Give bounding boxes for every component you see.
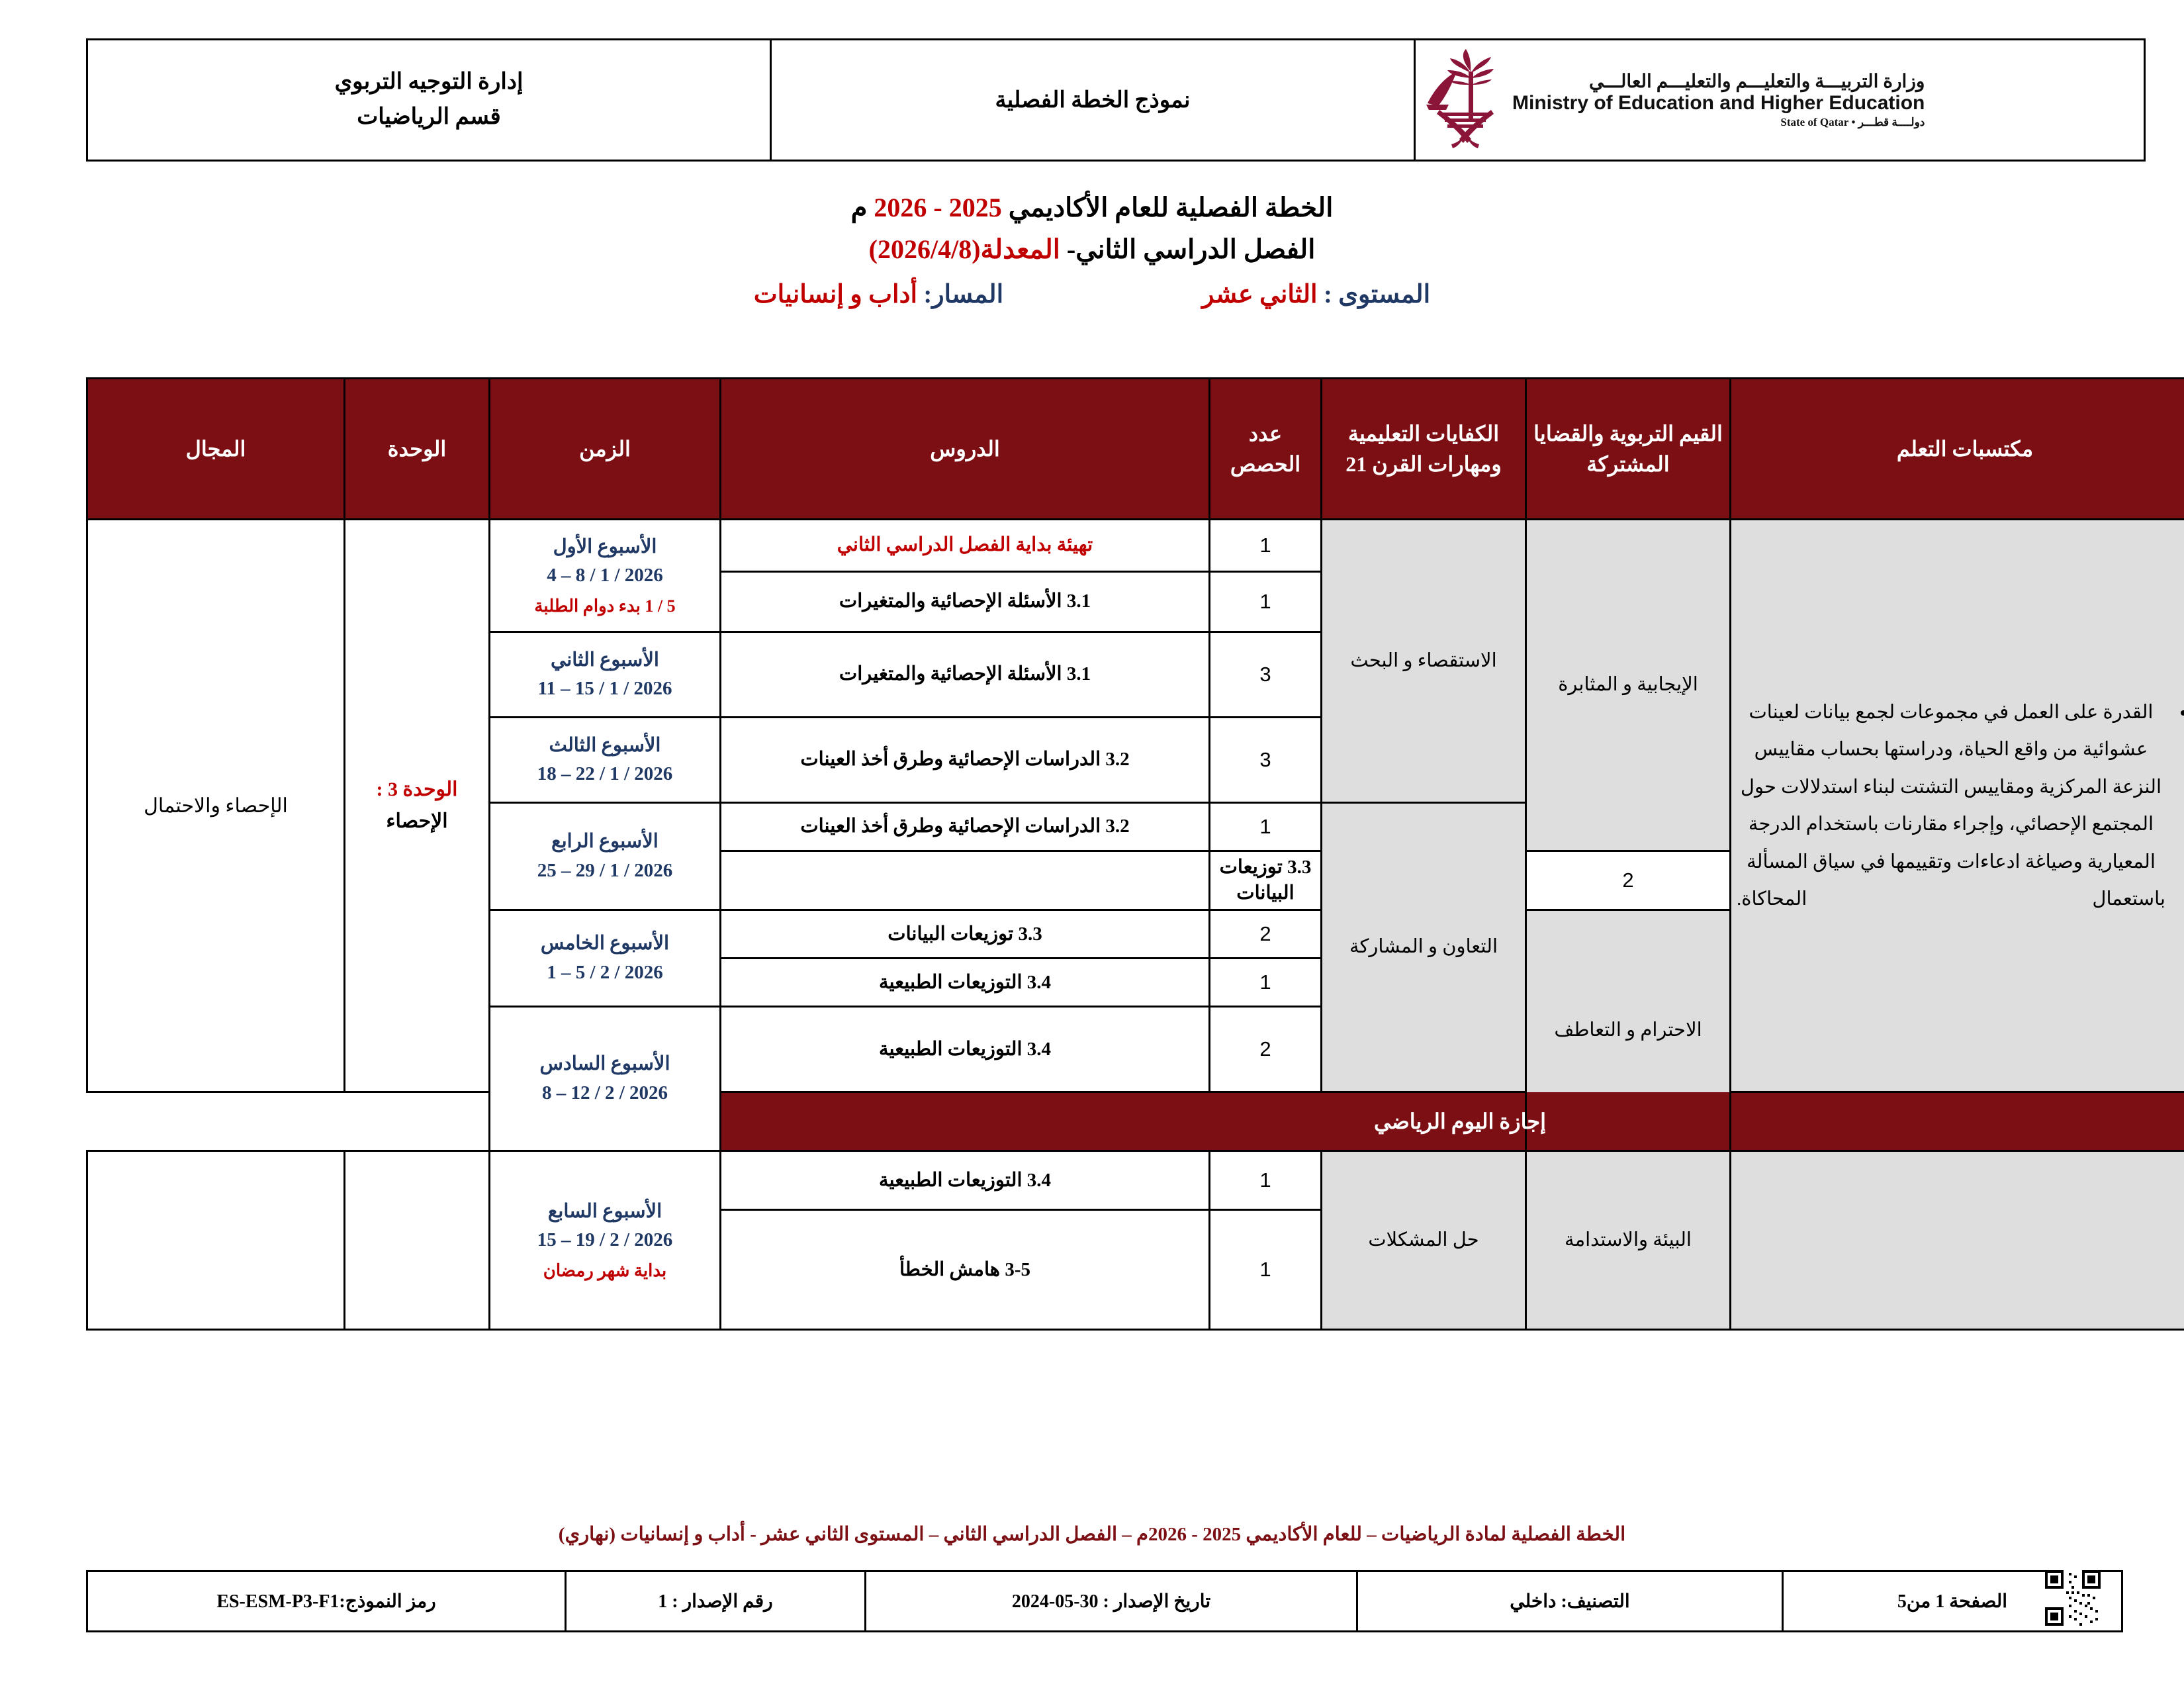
holiday-label: إجازة اليوم الرياضي bbox=[721, 1092, 2184, 1151]
week-cell bbox=[490, 718, 721, 803]
document-titles bbox=[86, 192, 2098, 309]
outcome-item: • القدرة على العمل في مجموعات لجمع بيانات لعينات عشوائية من واقع الحياة، ودراستها بحساب مقاييس النزعة المركزية ومقاييس التشتت لبناء استدلالات حول المجتمع الإحصائي، وإجراء مقارنات باستخدام الدرجة المعيارية وصياغة ادعاءات وتقييمها في سياق المسألة باستعمال المحاكاة. bbox=[1737, 694, 2171, 918]
column-header-unit: الوحدة bbox=[345, 379, 490, 520]
column-header-skill: الكفايات التعليمية ومهارات القرن 21 bbox=[1322, 379, 1526, 520]
column-header-lesson: الدروس bbox=[721, 379, 1210, 520]
session-count: 1 bbox=[1210, 959, 1322, 1007]
lesson-title: 3-5 هامش الخطأ bbox=[721, 1210, 1210, 1330]
semester-plan-table bbox=[86, 377, 2184, 1331]
footer-page-number: الصفحة 1 من5 bbox=[1783, 1571, 2122, 1632]
lesson-title: تهيئة بداية الفصل الدراسي الثاني bbox=[721, 520, 1210, 572]
week-date: 4 – 8 / 1 / 2026 bbox=[547, 565, 663, 586]
header-row bbox=[87, 40, 2145, 161]
footer-version: رقم الإصدار : 1 bbox=[566, 1571, 866, 1632]
lesson-title: 3.1 الأسئلة الإحصائية والمتغيرات bbox=[721, 572, 1210, 632]
table-row bbox=[87, 1151, 2184, 1210]
week-name: الأسبوع الخامس bbox=[540, 933, 670, 955]
footer-row bbox=[87, 1571, 2122, 1632]
skill-cell-inquiry: الاستقصاء و البحث bbox=[1322, 520, 1526, 803]
ministry-logo-cell bbox=[1415, 40, 2145, 161]
level-group bbox=[1202, 279, 1430, 309]
week-cell bbox=[490, 803, 721, 910]
week-name: الأسبوع الأول bbox=[553, 536, 657, 557]
academic-year-value: 2025 - 2026 bbox=[874, 193, 1002, 222]
ministry-name-arabic: وزارة التربيـــة والتعليـــم والتعليـــم العالـــي bbox=[1588, 71, 1925, 92]
department-line-1: إدارة التوجيه التربوي bbox=[334, 70, 523, 95]
track-group bbox=[754, 279, 1003, 309]
footer-form-code: رمز النموذج:ES-ESM-P3-F1 bbox=[87, 1571, 566, 1632]
unit-number-label: الوحدة 3 : bbox=[376, 778, 458, 801]
week-name: الأسبوع الثاني bbox=[551, 649, 659, 671]
week-date: 15 – 19 / 2 / 2026 bbox=[537, 1229, 673, 1251]
value-cell-respect: الاحترام و التعاطف bbox=[1526, 910, 1731, 1151]
learning-outcome-cell-empty bbox=[1731, 1151, 2184, 1330]
session-count: 1 bbox=[1210, 520, 1322, 572]
hijri-suffix: م bbox=[850, 193, 868, 222]
plan-header-row bbox=[87, 379, 2184, 520]
column-header-outcome: مكتسبات التعلم bbox=[1731, 379, 2184, 520]
week-date: 18 – 22 / 1 / 2026 bbox=[537, 763, 673, 784]
state-english: State of Qatar bbox=[1780, 115, 1849, 128]
week-cell bbox=[490, 632, 721, 718]
outcome-list bbox=[1737, 694, 2184, 918]
value-cell-positivity: الإيجابية و المثابرة bbox=[1526, 520, 1731, 851]
lesson-title: 3.3 توزيعات البيانات bbox=[721, 910, 1210, 959]
document-header bbox=[86, 38, 2146, 162]
session-count: 1 bbox=[1210, 803, 1322, 851]
holiday-row bbox=[87, 1092, 2184, 1151]
session-count: 3 bbox=[1210, 632, 1322, 718]
plan-table-body bbox=[87, 520, 2184, 1330]
week-cell bbox=[490, 1151, 721, 1330]
week-cell bbox=[490, 1007, 721, 1151]
level-value: الثاني عشر bbox=[1202, 281, 1318, 308]
unit-name: الإحصاء bbox=[386, 810, 448, 833]
session-count: 2 bbox=[1210, 1007, 1322, 1092]
week-date: 8 – 12 / 2 / 2026 bbox=[541, 1082, 668, 1103]
domain-cell-empty bbox=[87, 1151, 345, 1330]
week-date: 11 – 15 / 1 / 2026 bbox=[537, 678, 672, 699]
session-count: 2 bbox=[1210, 910, 1322, 959]
footer-table bbox=[86, 1570, 2123, 1632]
lesson-title: 3.1 الأسئلة الإحصائية والمتغيرات bbox=[721, 632, 1210, 718]
session-count: 1 bbox=[1210, 1210, 1322, 1330]
level-label: المستوى : bbox=[1324, 281, 1431, 308]
track-label: المسار: bbox=[923, 281, 1004, 308]
academic-year-title bbox=[86, 192, 2098, 223]
week-cell bbox=[490, 520, 721, 632]
state-of-qatar-label bbox=[1512, 116, 1925, 128]
state-separator: • bbox=[1848, 115, 1856, 128]
learning-outcome-cell bbox=[1731, 520, 2184, 1092]
skill-cell-problem-solving: حل المشكلات bbox=[1322, 1151, 1526, 1330]
state-arabic: دولــــة قطـــر bbox=[1858, 115, 1925, 128]
lesson-title: 3.4 التوزيعات الطبيعية bbox=[721, 959, 1210, 1007]
week-date: 1 – 5 / 2 / 2026 bbox=[547, 961, 663, 983]
unit-cell-empty bbox=[345, 1151, 490, 1330]
unit-cell bbox=[345, 520, 490, 1092]
column-header-time: الزمن bbox=[490, 379, 721, 520]
skill-cell-cooperation: التعاون و المشاركة bbox=[1322, 803, 1526, 1092]
footer-classification: التصنيف: داخلي bbox=[1357, 1571, 1783, 1632]
ministry-name-english: Ministry of Education and Higher Education bbox=[1512, 92, 1925, 115]
form-title-cell: نموذج الخطة الفصلية bbox=[771, 40, 1415, 161]
week-cell bbox=[490, 910, 721, 1007]
week-note: بداية شهر رمضان bbox=[543, 1260, 667, 1280]
footer-issue-date: تاريخ الإصدار : 30-05-2024 bbox=[866, 1571, 1357, 1632]
department-cell bbox=[87, 40, 771, 161]
semester-text: الفصل الدراسي الثاني- bbox=[1066, 234, 1316, 264]
plan-table-head bbox=[87, 379, 2184, 520]
plan-title-text: الخطة الفصلية للعام الأكاديمي bbox=[1008, 193, 1334, 222]
qatar-emblem-icon bbox=[1422, 49, 1502, 152]
session-count: 1 bbox=[1210, 572, 1322, 632]
session-count: 2 bbox=[1526, 851, 1731, 910]
track-value: أداب و إنسانيات bbox=[753, 281, 918, 308]
lesson-title: 3.4 التوزيعات الطبيعية bbox=[721, 1007, 1210, 1092]
column-header-count: عدد الحصص bbox=[1210, 379, 1322, 520]
week-name: الأسبوع الثالث bbox=[549, 734, 661, 756]
column-header-value: القيم التربوية والقضايا المشتركة bbox=[1526, 379, 1731, 520]
lesson-title: 3.2 الدراسات الإحصائية وطرق أخذ العينات bbox=[721, 718, 1210, 803]
track-level-line bbox=[86, 279, 2098, 309]
ministry-logo-text bbox=[1512, 71, 1925, 128]
week-date: 25 – 29 / 1 / 2026 bbox=[537, 859, 673, 881]
column-header-domain: المجال bbox=[87, 379, 345, 520]
lesson-title: 3.4 التوزيعات الطبيعية bbox=[721, 1151, 1210, 1210]
table-row bbox=[87, 520, 2184, 572]
week-name: الأسبوع السادس bbox=[539, 1053, 670, 1075]
revision-date: المعدلة(2026/4/8) bbox=[868, 234, 1060, 264]
session-count: 1 bbox=[1210, 1151, 1322, 1210]
lesson-title: 3.2 الدراسات الإحصائية وطرق أخذ العينات bbox=[721, 803, 1210, 851]
department-line-2: قسم الرياضيات bbox=[357, 105, 501, 129]
semester-title bbox=[86, 234, 2098, 265]
domain-cell: الإحصاء والاحتمال bbox=[87, 520, 345, 1092]
session-count: 3 bbox=[1210, 718, 1322, 803]
value-cell-environment: البيئة والاستدامة bbox=[1526, 1151, 1731, 1330]
lesson-title: 3.3 توزيعات البيانات bbox=[1210, 851, 1322, 910]
qr-code-icon bbox=[2045, 1570, 2101, 1626]
footer-note: الخطة الفصلية لمادة الرياضيات – للعام الأكاديمي 2025 - 2026م – الفصل الدراسي الثاني – المستوى الثاني عشر - أداب و إنسانيات (نهاري) bbox=[558, 1524, 1626, 1545]
week-name: الأسبوع السابع bbox=[547, 1200, 662, 1222]
week-name: الأسبوع الرابع bbox=[551, 831, 659, 853]
week-note: 5 / 1 بدء دوام الطلبة bbox=[534, 596, 676, 616]
ministry-logo bbox=[1422, 49, 2137, 152]
